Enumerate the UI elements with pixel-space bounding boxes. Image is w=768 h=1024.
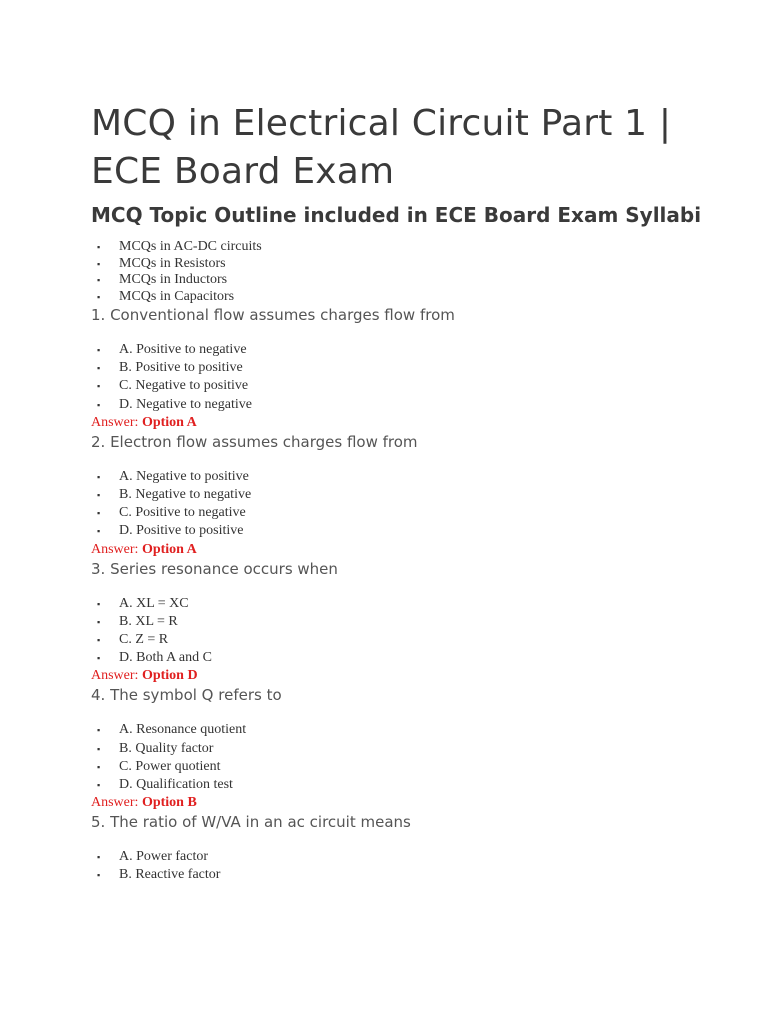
option-item: ▪ B. Negative to negative [119,486,731,504]
page-title: MCQ in Electrical Circuit Part 1 | ECE Board Exam [91,103,672,192]
options-list [91,848,731,884]
square-bullet-icon: ▪ [97,852,101,863]
answer-line: Answer: Option A [91,414,197,430]
topic-outline-list [91,239,731,305]
question-text: 3. Series resonance occurs when [91,559,338,578]
options-list [91,468,731,541]
option-item: ▪ B. XL = R [119,613,731,631]
square-bullet-icon: ▪ [97,780,101,791]
option-item: ▪ D. Both A and C [119,649,731,667]
square-bullet-icon: ▪ [97,345,101,355]
question-block [91,305,731,432]
square-bullet-icon: ▪ [97,653,101,664]
option-item: ▪ A. Positive to negative [119,341,731,359]
option-item: ▪ B. Reactive factor [119,866,731,884]
square-bullet-icon: ▪ [97,471,101,482]
square-bullet-icon: ▪ [97,508,101,519]
option-item: ▪ D. Qualification test [119,776,731,794]
option-item: ▪ A. Resonance quotient [119,721,731,739]
list-item: ▪ MCQs in Resistors [97,255,226,271]
square-bullet-icon: ▪ [97,725,101,736]
list-item: ▪ MCQs in Capacitors [97,288,235,304]
square-bullet-icon: ▪ [97,275,101,285]
answer-value: Option B [141,795,197,811]
question-block [91,559,731,686]
list-item: ▪ MCQs in Inductors [97,272,228,287]
question-block [91,432,731,559]
option-item: ▪ B. Positive to positive [119,359,731,377]
option-item: ▪ D. Positive to positive [119,522,731,540]
options-list [91,341,731,414]
option-item: ▪ C. Negative to positive [119,377,731,395]
option-item: ▪ C. Power quotient [119,758,731,776]
square-bullet-icon: ▪ [97,870,101,881]
option-item: ▪ A. Power factor [119,848,731,866]
question-block [91,812,731,884]
option-item: ▪ A. XL = XC [119,595,731,613]
answer-value: Option A [141,414,197,430]
question-text: 1. Conventional flow assumes charges flow from [91,306,455,324]
option-item: ▪ B. Quality factor [119,740,731,758]
square-bullet-icon: ▪ [97,616,101,627]
question-text: 5. The ratio of W/VA in an ac circuit means [91,813,411,832]
option-item: ▪ A. Negative to positive [119,468,731,486]
answer-line: Answer: Option A [91,541,197,557]
square-bullet-icon: ▪ [97,490,101,501]
square-bullet-icon: ▪ [97,381,101,392]
answer-value: Option A [141,541,197,557]
answer-value: Option D [141,668,198,684]
question-block [91,685,731,812]
answer-line: Answer: Option B [91,795,197,811]
square-bullet-icon: ▪ [97,258,101,269]
options-list [91,595,731,668]
square-bullet-icon: ▪ [97,635,101,646]
answer-line: Answer: Option D [91,668,198,684]
option-item: ▪ C. Positive to negative [119,504,731,522]
square-bullet-icon: ▪ [97,399,101,410]
square-bullet-icon: ▪ [97,242,101,252]
square-bullet-icon: ▪ [97,743,101,754]
square-bullet-icon: ▪ [97,598,101,609]
question-text: 2. Electron flow assumes charges flow from [91,432,418,451]
document-page [91,100,731,885]
topic-outline-heading: MCQ Topic Outline included in ECE Board Exam Syllabi [91,203,702,227]
square-bullet-icon: ▪ [97,526,101,537]
list-item: ▪ MCQs in AC-DC circuits [97,239,262,254]
square-bullet-icon: ▪ [97,291,101,302]
square-bullet-icon: ▪ [97,761,101,772]
options-list [91,721,731,794]
option-item: ▪ C. Z = R [119,631,731,649]
question-text: 4. The symbol Q refers to [91,686,282,705]
square-bullet-icon: ▪ [97,363,101,374]
option-item: ▪ D. Negative to negative [119,396,731,414]
